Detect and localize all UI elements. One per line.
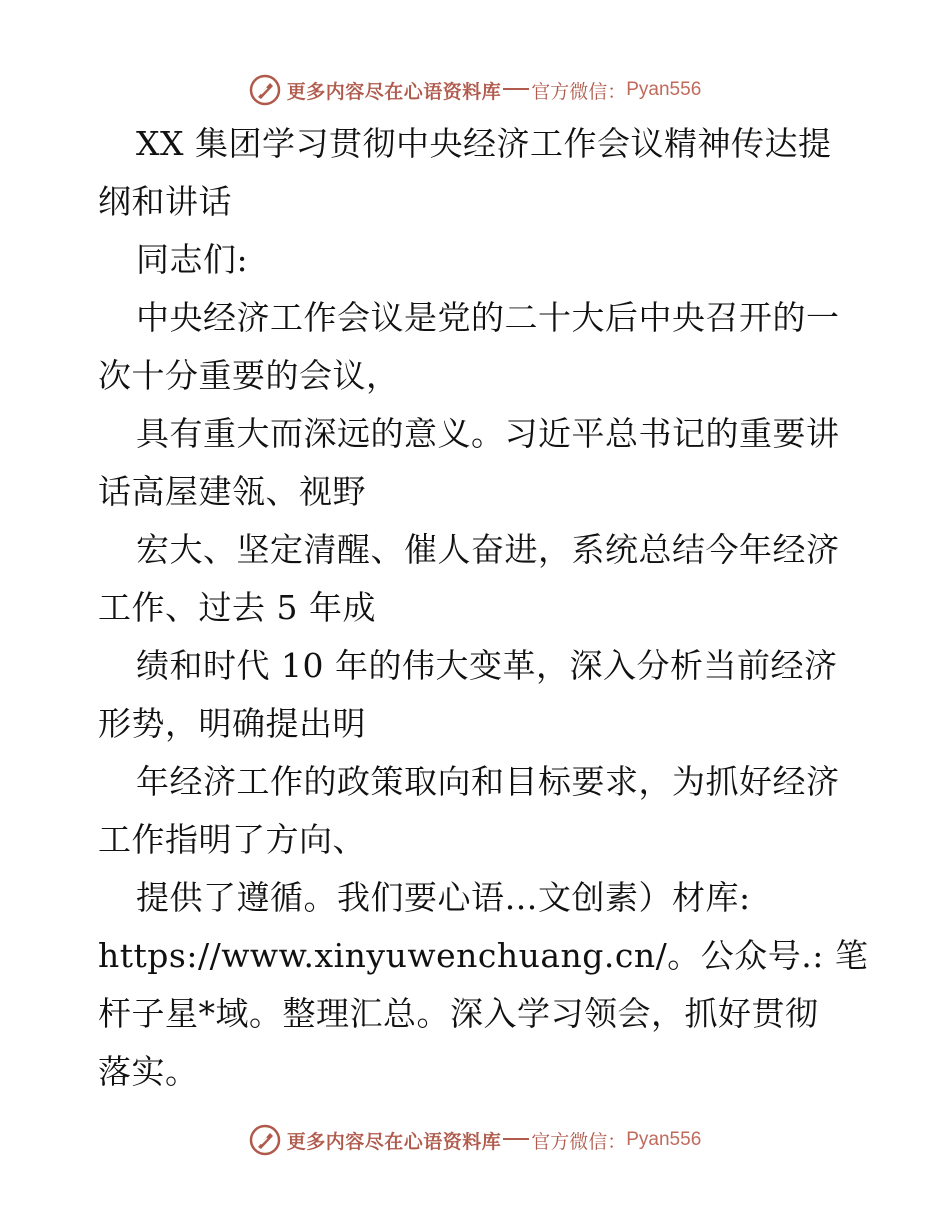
paragraph-line: 宏大、坚定清醒、催人奋进，系统总结今年经济: [136, 530, 840, 569]
header-banner: [0, 70, 950, 110]
url-line: https://www.xinyuwenchuang.cn/。公众号.: 笔: [98, 936, 869, 975]
salutation: 同志们:: [136, 240, 249, 279]
header-dash: [503, 88, 529, 90]
paragraph-line: 中央经济工作会议是党的二十大后中央召开的一: [136, 298, 840, 337]
footer-wechat-label: 官方微信：: [531, 1130, 627, 1153]
paragraph-line: 工作指明了方向、: [98, 820, 366, 859]
footer-wechat-id: Pyan556: [626, 1129, 702, 1150]
document-body: [98, 115, 869, 1101]
paragraph-line: 话高屋建瓴、视野: [98, 472, 366, 511]
paragraph-line: 绩和时代 10 年的伟大变革，深入分析当前经济: [136, 646, 838, 685]
quill-logo-icon: [249, 1124, 281, 1156]
footer-brand-text: 更多内容尽在心语资料库: [286, 1130, 502, 1153]
paragraph-line: 工作、过去 5 年成: [98, 588, 376, 627]
paragraph-line: 落实。: [98, 1052, 199, 1091]
paragraph-line: 杆子星*域。整理汇总。深入学习领会，抓好贯彻: [98, 994, 819, 1033]
paragraph-line: 形势，明确提出明: [98, 704, 366, 743]
paragraph-line: 具有重大而深远的意义。习近平总书记的重要讲: [136, 414, 840, 453]
header-wechat-id: Pyan556: [626, 79, 702, 100]
paragraph-line: 次十分重要的会议，: [98, 356, 400, 395]
paragraph-line: 提供了遵循。我们要心语…文创素）材库:: [136, 878, 751, 917]
footer-banner: [0, 1120, 950, 1160]
paragraph-line: 年经济工作的政策取向和目标要求，为抓好经济: [136, 762, 840, 801]
header-wechat-label: 官方微信：: [531, 80, 627, 103]
quill-logo-icon: [249, 74, 281, 106]
header-brand-text: 更多内容尽在心语资料库: [286, 80, 502, 103]
document-title-line-1: XX 集团学习贯彻中央经济工作会议精神传达提: [136, 124, 832, 163]
footer-dash: [503, 1138, 529, 1140]
document-title-line-2: 纲和讲话: [98, 182, 232, 221]
